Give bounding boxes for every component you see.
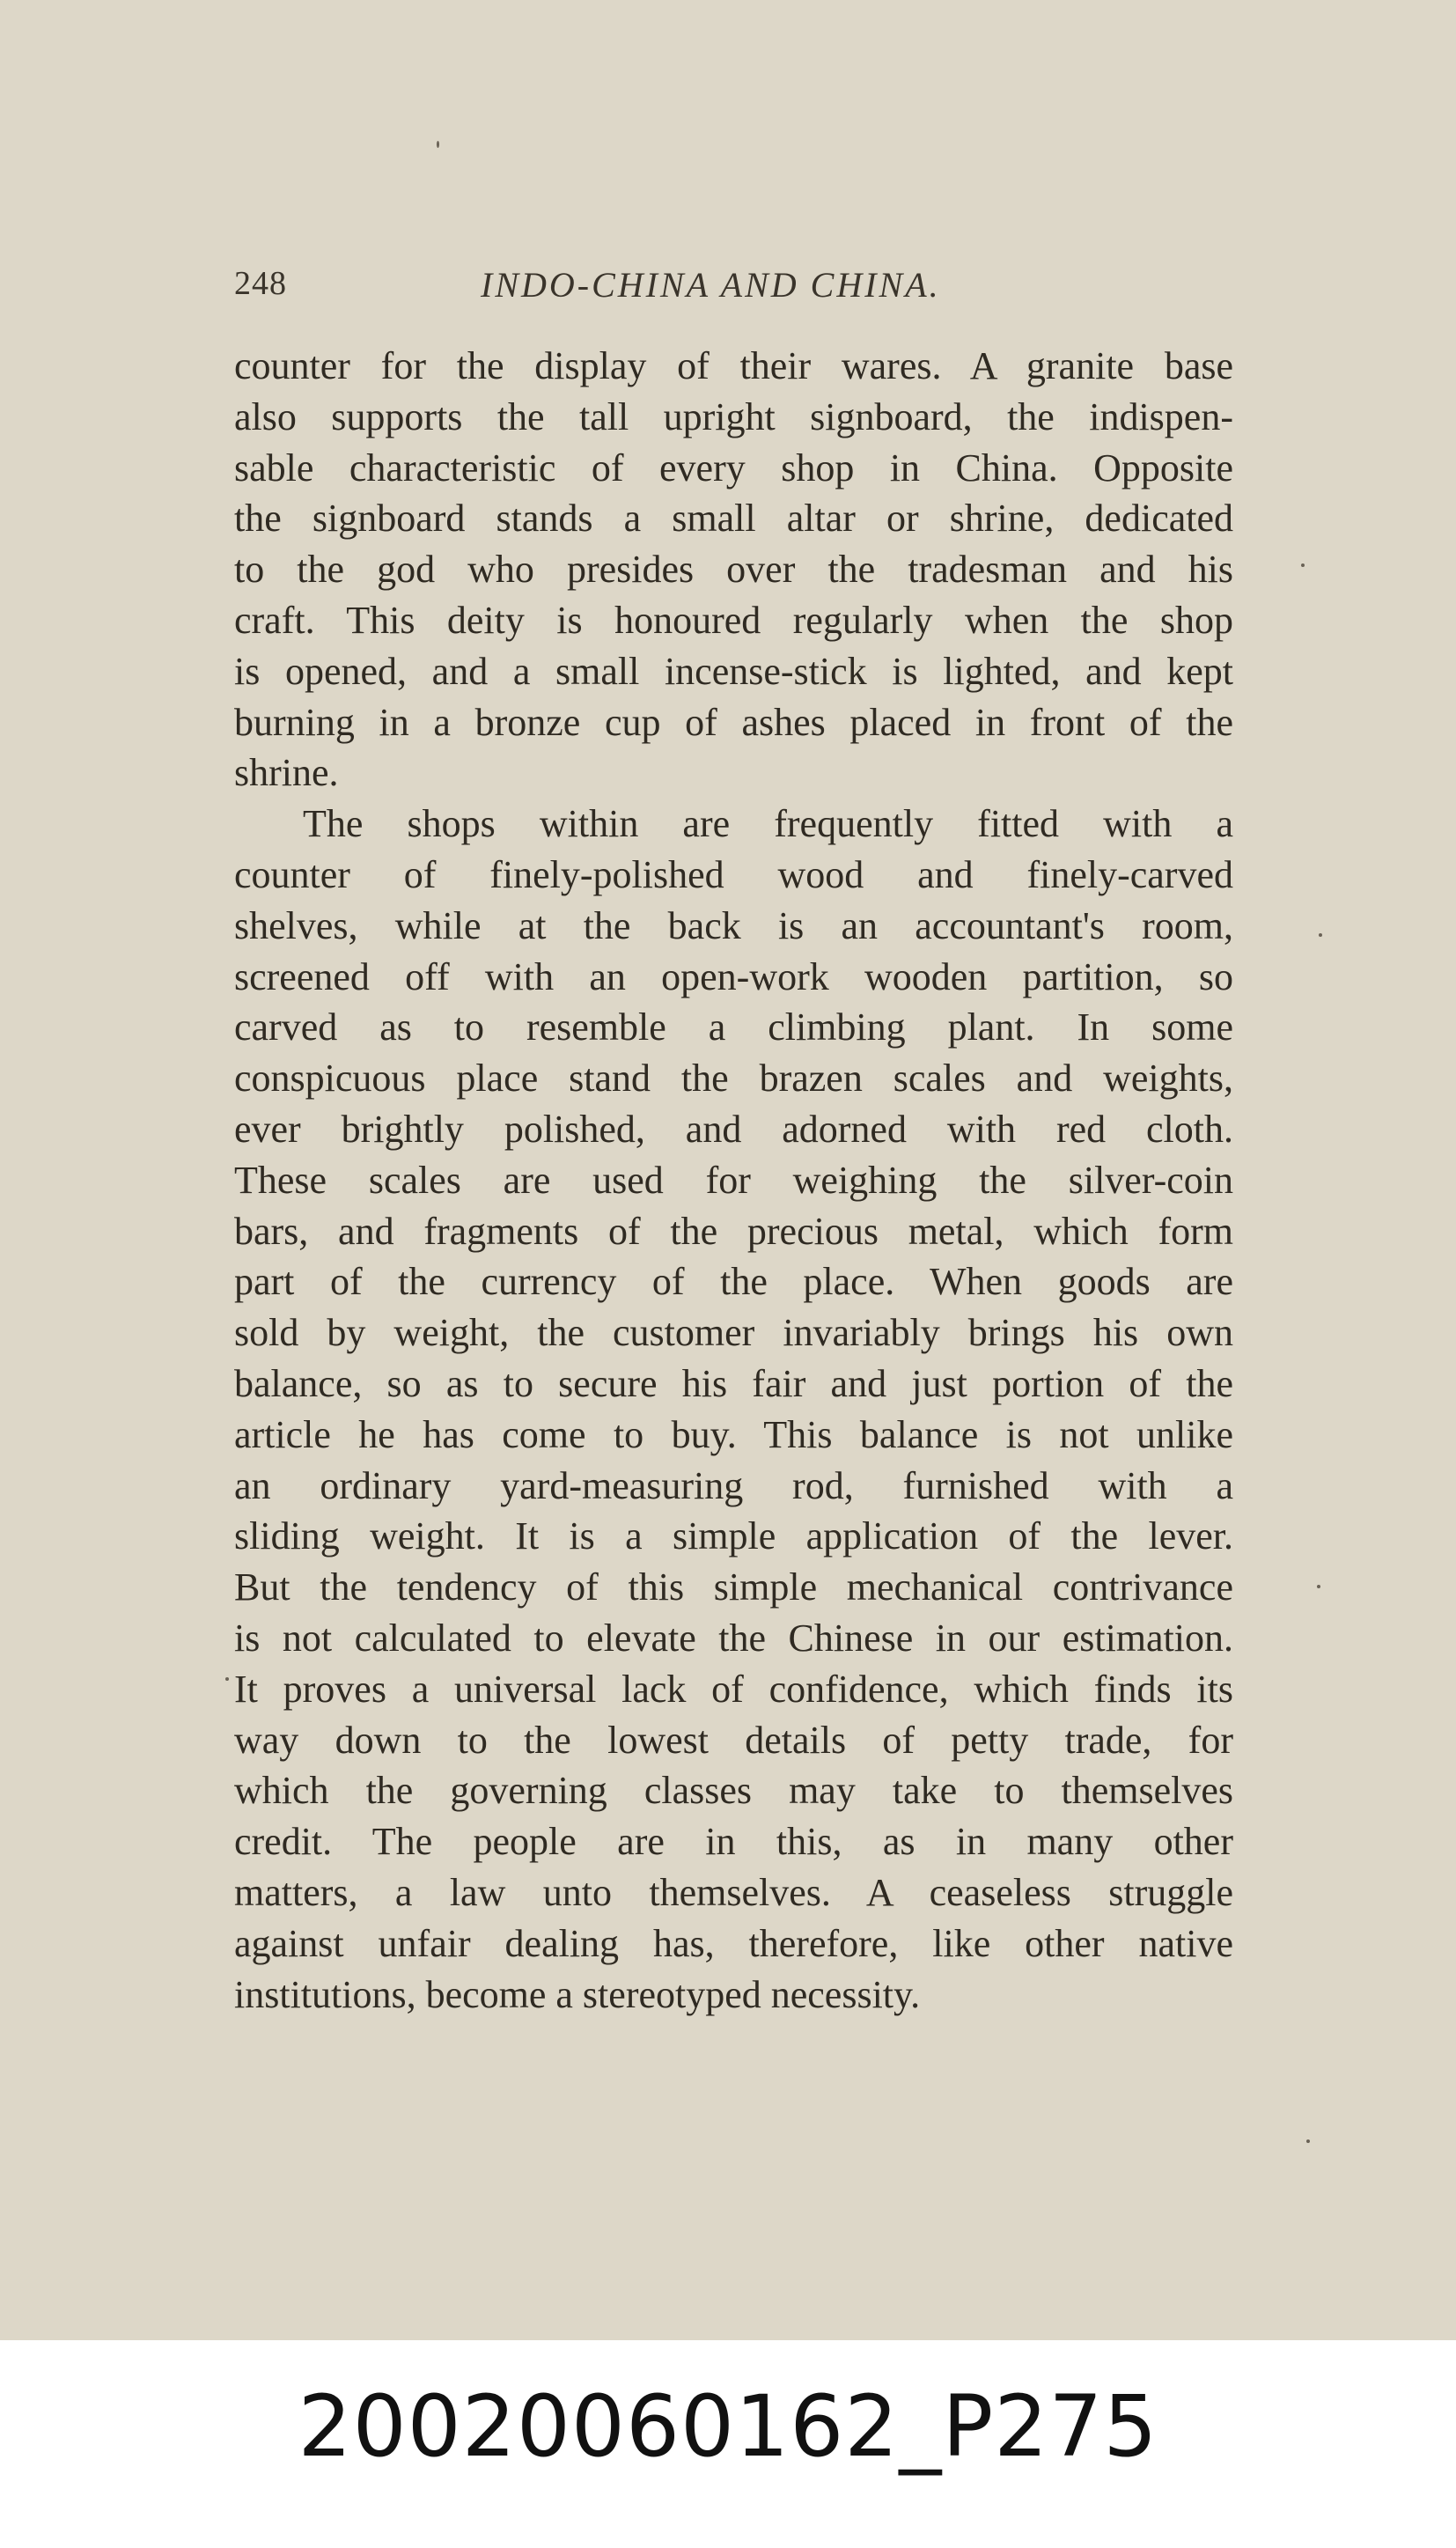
text-line: carved as to resemble a climbing plant. In some	[234, 1005, 1233, 1049]
text-line: craft. This deity is honoured regularly when the shop	[234, 598, 1233, 642]
text-line: is opened, and a small incense-stick is lighted, and kept	[234, 649, 1233, 693]
text-line: credit. The people are in this, as in many other	[234, 1820, 1233, 1864]
text-line: part of the currency of the place. When goods are	[234, 1260, 1233, 1304]
running-head: INDO-CHINA AND CHINA.	[481, 265, 941, 305]
text-line: way down to the lowest details of petty trade, for	[234, 1718, 1233, 1762]
text-line: bars, and fragments of the precious metal, which form	[234, 1209, 1233, 1253]
paper-speck	[225, 1677, 229, 1681]
text-line: conspicuous place stand the brazen scales and weights,	[234, 1057, 1233, 1101]
text-line: also supports the tall upright signboard, the indispen-	[234, 394, 1233, 438]
text-line: These scales are used for weighing the silver-coin	[234, 1158, 1233, 1202]
text-line: burning in a bronze cup of ashes placed in front of the	[234, 700, 1233, 744]
text-line: counter of finely-polished wood and finely-carved	[234, 852, 1233, 896]
paper-speck	[1319, 933, 1322, 937]
text-line: is not calculated to elevate the Chinese in our estimation.	[234, 1616, 1233, 1660]
text-line: But the tendency of this simple mechanical contrivance	[234, 1565, 1233, 1609]
text-line: an ordinary yard-measuring rod, furnished with a	[234, 1463, 1233, 1507]
accession-label: 20020060162_P275	[298, 2377, 1158, 2476]
paper-speck	[1317, 1585, 1320, 1588]
paper-speck	[1306, 2139, 1310, 2143]
text-line: sable characteristic of every shop in China. Opposite	[234, 446, 1233, 490]
text-line: to the god who presides over the tradesman and his	[234, 548, 1233, 592]
paper-speck	[1301, 563, 1305, 567]
text-line: balance, so as to secure his fair and just portion of the	[234, 1361, 1233, 1405]
text-line: article he has come to buy. This balance is not unlike	[234, 1412, 1233, 1456]
text-line: the signboard stands a small altar or shrine, dedicated	[234, 497, 1233, 541]
text-line: screened off with an open-work wooden partition, so	[234, 954, 1233, 998]
text-line: which the governing classes may take to themselves	[234, 1769, 1233, 1813]
text-line: ever brightly polished, and adorned with red cloth.	[234, 1107, 1233, 1151]
text-line: It proves a universal lack of confidence, which finds its	[234, 1667, 1233, 1711]
text-line: sold by weight, the customer invariably brings his own	[234, 1311, 1233, 1355]
text-line: matters, a law unto themselves. A ceaseless struggle	[234, 1870, 1233, 1914]
text-line: sliding weight. It is a simple application of the lever.	[234, 1514, 1233, 1558]
body-text	[234, 341, 1233, 2020]
text-line: shrine.	[234, 751, 339, 795]
text-line: shelves, while at the back is an accountant's room,	[234, 903, 1233, 947]
text-line: counter for the display of their wares. A granite base	[234, 344, 1233, 387]
page-number: 248	[234, 265, 287, 302]
text-line: institutions, become a stereotyped necessity.	[234, 1972, 921, 2016]
text-line: against unfair dealing has, therefore, like other native	[234, 1921, 1233, 1965]
paragraph-first-line: The shops within are frequently fitted with a	[303, 802, 1233, 846]
paper-speck	[437, 141, 439, 148]
